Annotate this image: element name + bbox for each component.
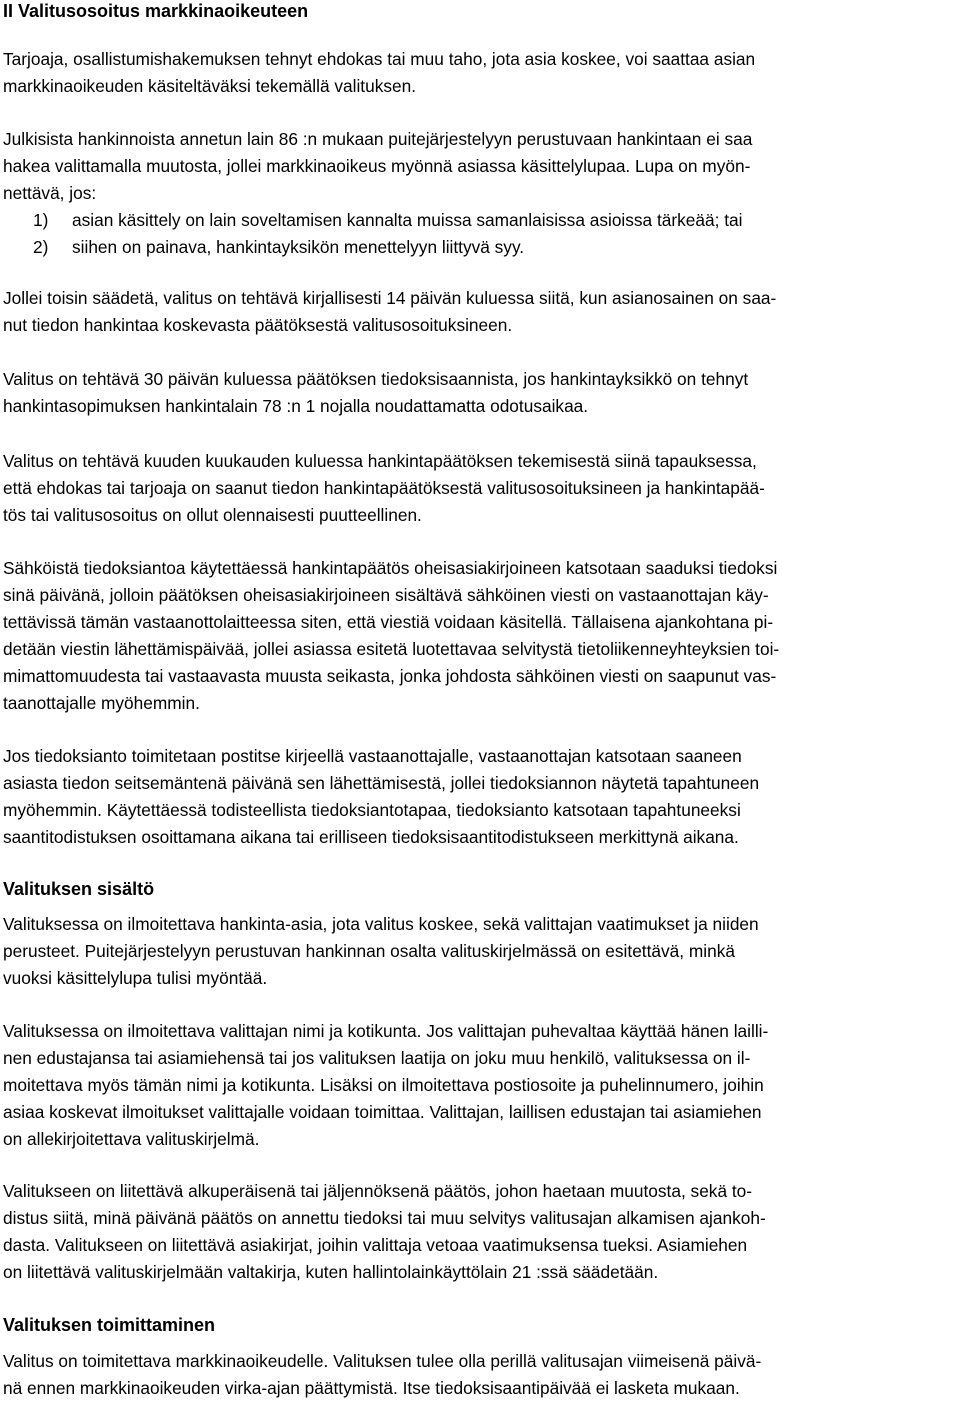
- text-line: distus siitä, minä päivänä päätös on annettu tiedoksi tai muu selvitys valitusajan alkamisen ajankoh-: [3, 1207, 766, 1228]
- section-heading-appeal-delivery: Valituksen toimittaminen: [3, 1315, 216, 1335]
- conditions-list: [33, 207, 953, 261]
- text-line: hakea valittamalla muutosta, jollei markkinaoikeus myönnä asiassa käsittelylupaa. Lupa on myön-: [3, 155, 751, 176]
- text-line: Valituksessa on ilmoitettava valittajan nimi ja kotikunta. Jos valittajan puhevaltaa käyttää hänen lailli-: [3, 1021, 769, 1041]
- text-line: Jollei toisin säädetä, valitus on tehtävä kirjallisesti 14 päivän kuluessa siitä, kun asianosainen on saa-: [3, 288, 777, 308]
- text-line: tettävissä tämän vastaanottolaitteessa siten, että viestiä voidaan käsitellä. Tällaisena ajankohtana pi-: [3, 611, 774, 632]
- text-line: tös tai valitusosoitus on ollut olennaisesti puutteellinen.: [3, 504, 422, 525]
- text-line: Valitus on tehtävä kuuden kuukauden kuluessa hankintapäätöksen tekemisestä siinä tapauksessa,: [3, 451, 757, 471]
- section-heading-appeal-content: Valituksen sisältö: [3, 879, 155, 899]
- text-line: on liitettävä valituskirjelmään valtakirja, kuten hallintolainkäyttölain 21 :ssä säädetään.: [3, 1261, 659, 1282]
- text-line: asiasta tiedon seitsemäntenä päivänä sen lähettämisestä, jollei tiedoksiannon näytetä tapahtuneen: [3, 772, 760, 793]
- list-item: [33, 207, 953, 234]
- text-line: mimattomuudesta tai vastaavasta muusta seikasta, jonka johdosta sähköinen viesti on saapunut vas-: [3, 665, 777, 686]
- list-item-number: 1): [33, 210, 49, 230]
- paragraph-postal-notification: [3, 743, 956, 851]
- text-line: on allekirjoitettava valituskirjelmä.: [3, 1128, 260, 1149]
- paragraph-appeal-deadline-6-months: [3, 448, 956, 529]
- text-line: Valitus on tehtävä 30 päivän kuluessa päätöksen tiedoksisaannista, jos hankintayksikkö on tehnyt: [3, 369, 749, 389]
- text-line: dasta. Valitukseen on liitettävä asiakirjat, joihin valittaja vetoaa vaatimuksensa tueksi. Asiamiehen: [3, 1234, 748, 1255]
- list-item-text: siihen on painava, hankintayksikön menettelyyn liittyvä syy.: [72, 236, 525, 257]
- text-line: että ehdokas tai tarjoaja on saanut tiedon hankintapäätöksestä valitusosoituksineen ja hankintapää-: [3, 477, 765, 498]
- text-line: sinä päivänä, jolloin päätöksen oheisasiakirjoineen sisältävä sähköinen viesti on vastaanottajan käy-: [3, 584, 769, 605]
- text-line: markkinaoikeuden käsiteltäväksi tekemällä valituksen.: [3, 75, 417, 96]
- paragraph-delivery-instructions: [3, 1348, 956, 1402]
- paragraph-appeal-deadline-30-days: [3, 366, 956, 420]
- section-heading-appeal-instructions: II Valitusosoitus markkinaoikeuteen: [3, 1, 309, 21]
- text-line: nä ennen markkinaoikeuden virka-ajan päättymistä. Itse tiedoksisaantipäivää ei lasketa mukaan.: [3, 1377, 740, 1398]
- text-line: saantitodistuksen osoittamana aikana tai erilliseen tiedoksisaantitodistukseen merkittynä aikana.: [3, 826, 739, 847]
- text-line: Valituksessa on ilmoitettava hankinta-asia, jota valitus koskee, sekä valittajan vaatimukset ja niiden: [3, 914, 759, 934]
- text-line: vuoksi käsittelylupa tulisi myöntää.: [3, 967, 268, 988]
- text-line: Valitus on toimitettava markkinaoikeudelle. Valituksen tulee olla perillä valitusajan viimeisenä päivä-: [3, 1351, 762, 1371]
- text-line: Valitukseen on liitettävä alkuperäisenä tai jäljennöksenä päätös, johon haetaan muutosta, sekä to-: [3, 1181, 753, 1201]
- paragraph-who-may-appeal: [3, 46, 956, 100]
- paragraph-electronic-notification: [3, 555, 956, 716]
- paragraph-appeal-deadline-14-days: [3, 285, 956, 339]
- text-line: Tarjoaja, osallistumishakemuksen tehnyt ehdokas tai muu taho, jota asia koskee, voi saattaa asian: [3, 49, 756, 69]
- paragraph-appeal-requirements: [3, 911, 956, 992]
- list-item-text: asian käsittely on lain soveltamisen kannalta muissa samanlaisissa asioissa tärkeää; tai: [72, 210, 743, 230]
- paragraph-attachments: [3, 1178, 956, 1286]
- text-line: myöhemmin. Käytettäessä todisteellista tiedoksiantotapaa, tiedoksianto katsotaan tapahtuneeksi: [3, 799, 741, 820]
- text-line: nut tiedon hankintaa koskevasta päätöksestä valitusosoituksineen.: [3, 314, 513, 335]
- text-line: nen edustajansa tai asiamiehensä tai jos valituksen laatija on joku muu henkilö, valituksessa on il-: [3, 1047, 751, 1068]
- text-line: hankintasopimuksen hankintalain 78 :n 1 nojalla noudattamatta odotusaikaa.: [3, 395, 589, 416]
- paragraph-leave-to-appeal: [3, 126, 956, 207]
- text-line: taanottajalle myöhemmin.: [3, 692, 200, 713]
- text-line: Julkisista hankinnoista annetun lain 86 :n mukaan puitejärjestelyyn perustuvaan hankintaan ei saa: [3, 129, 753, 149]
- text-line: asiaa koskevat ilmoitukset valittajalle voidaan toimittaa. Valittajan, laillisen edustajan tai asiamiehen: [3, 1101, 762, 1122]
- text-line: detään viestin lähettämispäivää, jollei asiassa esitetä luotettavaa selvitystä tietoliikenneyhteyksien toi-: [3, 638, 780, 659]
- text-line: Jos tiedoksianto toimitetaan postitse kirjeellä vastaanottajalle, vastaanottajan katsotaan saaneen: [3, 746, 742, 766]
- list-item-number: 2): [33, 236, 49, 257]
- paragraph-appellant-details: [3, 1018, 956, 1153]
- text-line: moitettava myös tämän nimi ja kotikunta. Lisäksi on ilmoitettava postiosoite ja puhelinnumero, joihin: [3, 1074, 764, 1095]
- text-line: Sähköistä tiedoksiantoa käytettäessä hankintapäätös oheisasiakirjoineen katsotaan saaduksi tiedoksi: [3, 558, 778, 578]
- list-item: [33, 234, 953, 261]
- text-line: nettävä, jos:: [3, 182, 97, 203]
- text-line: perusteet. Puitejärjestelyyn perustuvan hankinnan osalta valituskirjelmässä on esitettävä, minkä: [3, 940, 735, 961]
